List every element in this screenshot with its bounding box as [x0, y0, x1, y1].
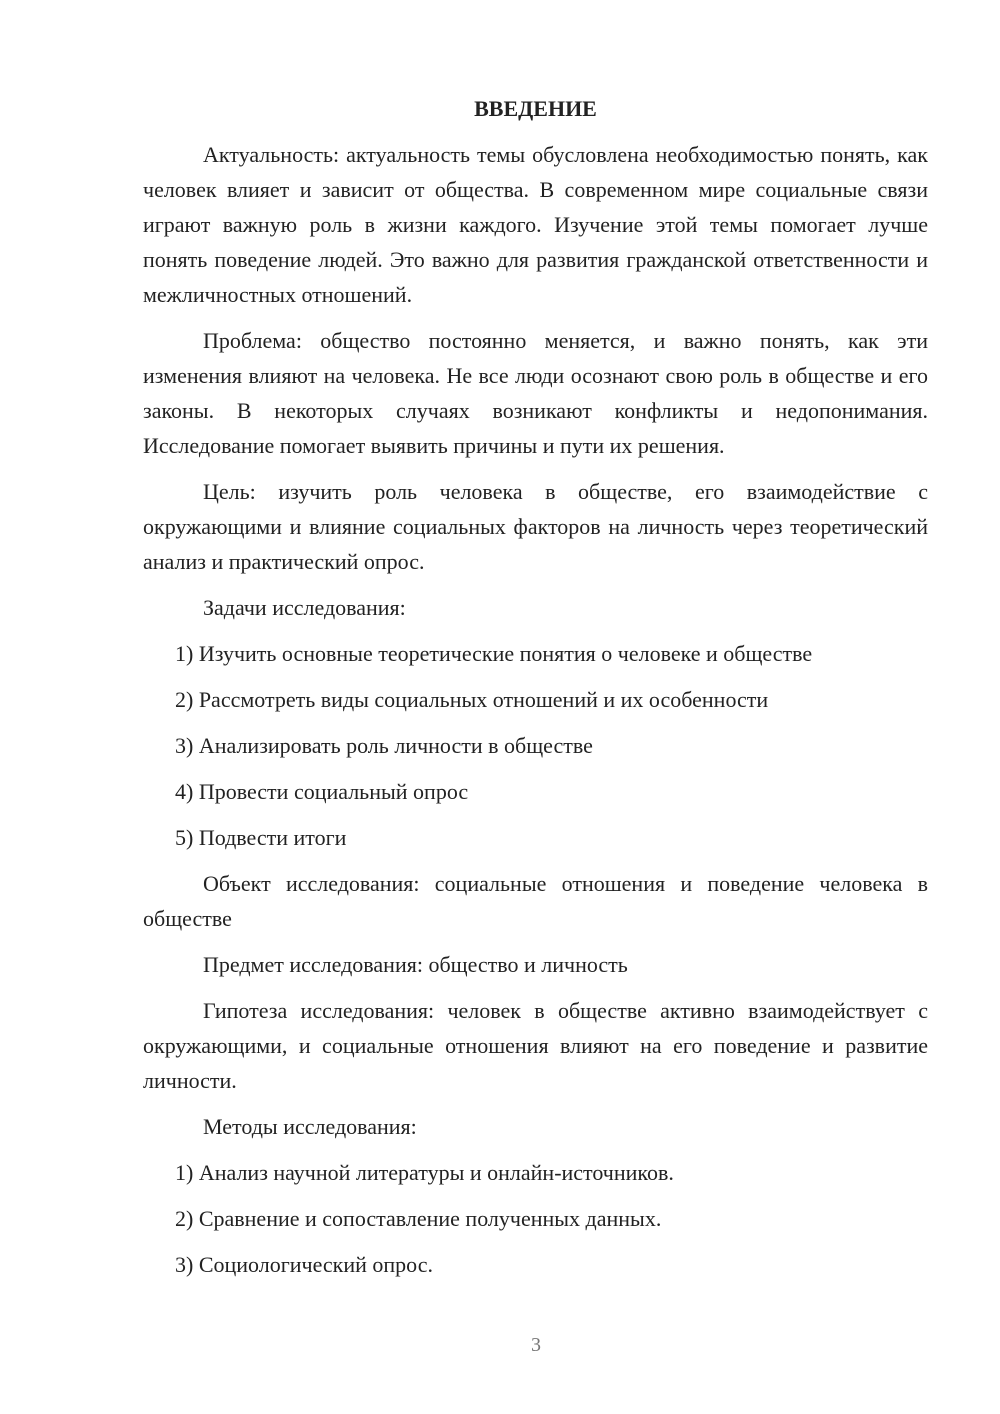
tasks-list — [143, 636, 928, 855]
list-item: 2) Рассмотреть виды социальных отношений и их особенности — [175, 687, 769, 712]
list-item: 5) Подвести итоги — [175, 825, 347, 850]
page-title: ВВЕДЕНИЕ — [474, 96, 597, 121]
list-item: 4) Провести социальный опрос — [175, 779, 469, 804]
page-number: 3 — [531, 1334, 541, 1356]
subject-paragraph: Предмет исследования: общество и личность — [203, 952, 628, 977]
object-paragraph: Объект исследования: социальные отношения и поведение человека в обществе — [143, 871, 928, 931]
list-item: 1) Изучить основные теоретические понятия о человеке и обществе — [175, 641, 813, 666]
methods-list — [143, 1155, 928, 1282]
tasks-heading: Задачи исследования: — [203, 595, 406, 620]
hypothesis-paragraph: Гипотеза исследования: человек в обществе активно взаимодействует с окружающими, и социальные отношения влияют на его поведение и развитие личности. — [143, 998, 928, 1093]
list-item: 3) Социологический опрос. — [175, 1252, 433, 1277]
goal-paragraph: Цель: изучить роль человека в обществе, его взаимодействие с окружающими и влияние социальных факторов на личность через теоретический анализ и практический опрос. — [143, 479, 928, 574]
list-item: 3) Анализировать роль личности в обществе — [175, 733, 593, 758]
problem-paragraph: Проблема: общество постоянно меняется, и важно понять, как эти изменения влияют на человека. Не все люди осознают свою роль в обществе и его законы. В некоторых случаях возникают конфликты и недопонимания. Исследование помогает выявить причины и пути их решения. — [143, 328, 928, 458]
list-item: 1) Анализ научной литературы и онлайн-источников. — [175, 1160, 674, 1185]
methods-heading: Методы исследования: — [203, 1114, 417, 1139]
list-item: 2) Сравнение и сопоставление полученных данных. — [175, 1206, 662, 1231]
document-body — [143, 94, 928, 1293]
relevance-paragraph: Актуальность: актуальность темы обусловлена необходимостью понять, как человек влияет и зависит от общества. В современном мире социальные связи играют важную роль в жизни каждого. Изучение этой темы помогает лучше понять поведение людей. Это важно для развития гражданской ответственности и межличностных отношений. — [143, 142, 928, 307]
